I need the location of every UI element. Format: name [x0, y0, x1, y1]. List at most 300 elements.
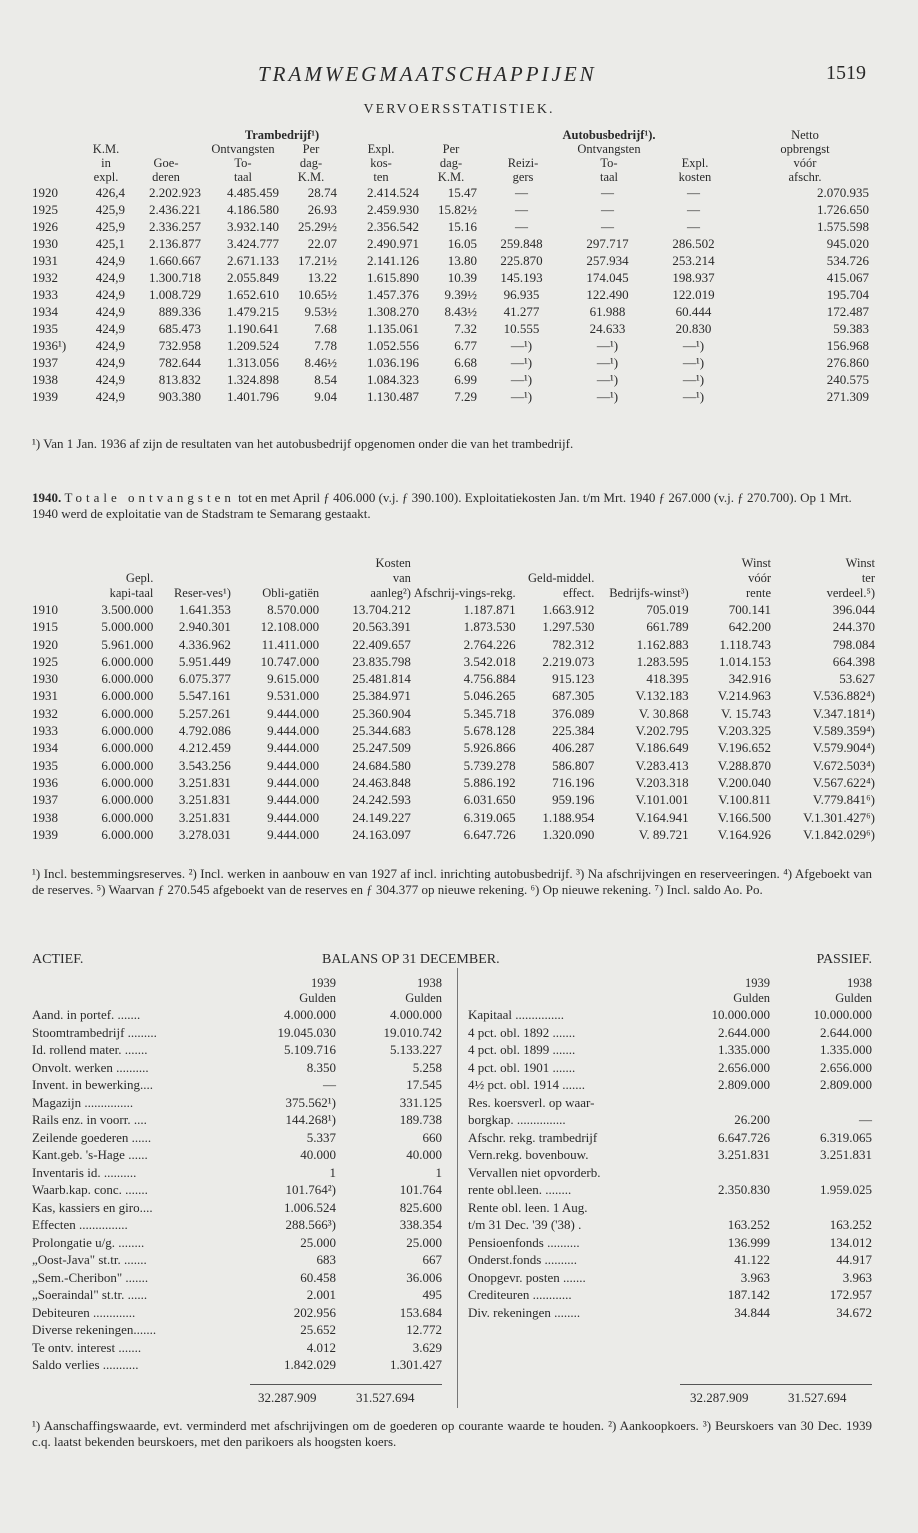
col-header: Expl. kos- ten [367, 142, 395, 184]
group-header-bus: Autobusbedrijf¹). [562, 128, 656, 142]
table-cell: 9.444.000 [267, 740, 320, 756]
table-cell: 9.615.000 [267, 671, 320, 687]
table-cell: 3.278.031 [178, 826, 231, 842]
table-cell: 13.704.212 [352, 602, 411, 617]
table-cell: 1.130.487 [367, 389, 419, 404]
table-cell: 8.570.000 [267, 602, 320, 617]
table-cell: 6.647.726 [463, 826, 516, 842]
table-cell: 1.663.912 [542, 602, 595, 617]
table-cell: 253.214 [672, 253, 715, 268]
item-label: Inventaris id. .......... [32, 1164, 137, 1180]
item-value: 36.006 [406, 1269, 442, 1285]
table-cell: V.196.652 [717, 740, 771, 756]
table-cell: 5.046.265 [463, 688, 516, 704]
table-cell: 53.627 [839, 671, 875, 687]
table-cell: 2.202.923 [149, 185, 201, 200]
item-value: 825.600 [399, 1199, 442, 1215]
balance-row [32, 1146, 442, 1164]
table-cell: 1.641.353 [178, 602, 231, 617]
table-cell: 6.000.000 [101, 774, 154, 790]
item-value: 1 [435, 1164, 442, 1180]
table-cell: 6.031.650 [463, 792, 516, 808]
table-cell: V.214.963 [717, 688, 771, 704]
table-cell: 2.356.542 [367, 219, 419, 234]
table-cell: 9.444.000 [267, 774, 320, 790]
row-year: 1933 [32, 723, 58, 739]
table-cell: 342.916 [728, 671, 771, 687]
item-value [770, 1199, 872, 1217]
item-value: 5.337 [306, 1129, 336, 1145]
col-header: Bedrijfs-winst³) [609, 586, 689, 600]
table-cell: 415.067 [826, 270, 869, 285]
table-cell: 1.300.718 [149, 270, 201, 285]
table-cell: 418.395 [646, 671, 689, 687]
table-cell: 96.935 [503, 287, 540, 302]
balance-row [32, 1076, 442, 1094]
col-header: Gepl. kapi-taal [109, 571, 154, 600]
table-cell: V.1.301.427⁶) [803, 809, 875, 825]
table-cell: 1.190.641 [227, 321, 279, 336]
table-cell: 23.835.798 [352, 653, 411, 669]
liabilities-total-a: 32.287.909 [690, 1390, 749, 1405]
table-cell: V.203.325 [717, 723, 771, 739]
balance-row [32, 1111, 442, 1129]
traffic-table [32, 128, 872, 405]
item-value: 101.764²) [285, 1182, 336, 1197]
table-cell: 6.000.000 [101, 757, 154, 773]
item-label: Kas, kassiers en giro.... [32, 1199, 153, 1215]
item-value: 25.000 [406, 1234, 442, 1250]
table-cell: V.567.622⁴) [812, 774, 875, 790]
table-cell: — [601, 185, 614, 200]
table-cell: 13.80 [447, 253, 477, 268]
table-cell: V.202.795 [635, 723, 689, 739]
item-value: — [323, 1077, 336, 1092]
table-cell: 424,9 [95, 389, 125, 404]
balance-row [468, 1006, 872, 1024]
balance-row [32, 1094, 442, 1112]
traffic-footnote: ¹) Van 1 Jan. 1936 af zijn de resultaten van het autobusbedrijf opgenomen onder die van het trambedrijf. [32, 436, 574, 451]
row-year: 1932 [32, 270, 58, 285]
table-cell: 12.108.000 [260, 619, 320, 635]
table-cell: 4.212.459 [178, 740, 231, 756]
col-header: K.M. in expl. [92, 142, 120, 184]
table-cell: 3.500.000 [101, 602, 154, 617]
table-cell: — [601, 219, 614, 234]
table-cell: 10.39 [447, 270, 477, 285]
table-cell: 145.193 [500, 270, 543, 285]
table-cell: 1.052.556 [367, 338, 419, 353]
assets-total-rule [250, 1384, 442, 1385]
table-cell: 6.68 [454, 355, 477, 370]
table-cell: 6.000.000 [101, 688, 154, 704]
item-label: Rails enz. in voorr. .... [32, 1112, 147, 1127]
table-row [32, 722, 878, 739]
item-label: „Oost-Java" st.tr. ....... [32, 1252, 147, 1267]
item-value: 19.045.030 [277, 1024, 336, 1040]
table-cell: 1.188.954 [542, 809, 595, 825]
table-cell: 174.045 [586, 270, 629, 285]
table-cell: V.672.503⁴) [812, 757, 875, 773]
year-1940-note [32, 490, 872, 522]
table-cell: 20.830 [675, 321, 712, 336]
row-year: 1934 [32, 740, 58, 756]
table-cell: V.164.941 [635, 809, 689, 825]
table-cell: V.166.500 [717, 809, 771, 825]
table-row [32, 687, 878, 704]
table-row [32, 320, 872, 337]
table-cell: 2.136.877 [149, 236, 201, 251]
table-cell: 9.444.000 [267, 757, 320, 773]
table-row [32, 252, 872, 269]
table-cell: —¹) [682, 372, 705, 387]
table-cell: 10.555 [503, 321, 540, 336]
table-cell: 6.000.000 [101, 792, 154, 808]
table-cell: V.100.811 [718, 792, 771, 808]
column-divider [457, 968, 458, 1408]
row-year: 1931 [32, 253, 58, 268]
assets-table [32, 976, 442, 1374]
year-b: 1938 [847, 976, 872, 990]
table-cell: 61.988 [589, 304, 626, 319]
item-label: Invent. in bewerking.... [32, 1077, 153, 1092]
table-cell: 7.29 [454, 389, 477, 404]
col-header: Per dag- K.M. [437, 142, 465, 184]
item-label: „Soeraindal" st.tr. ...... [32, 1287, 148, 1302]
table-row [32, 303, 872, 320]
table-cell: 6.319.065 [463, 809, 516, 825]
table-cell: 15.82½ [438, 202, 477, 217]
table-cell: 5.547.161 [178, 688, 231, 704]
table-cell: 1.135.061 [367, 321, 419, 336]
item-label: 4 pct. obl. 1901 ....... [468, 1059, 576, 1075]
item-value: 331.125 [399, 1094, 442, 1110]
row-year: 1925 [32, 653, 58, 669]
table-cell: 6.000.000 [101, 723, 154, 739]
item-label: Debiteuren ............. [32, 1304, 136, 1320]
table-cell: 1.162.883 [636, 636, 689, 652]
balance-footnote: ¹) Aanschaffingswaarde, evt. verminderd met afschrijvingen om de goederen op courante waarde te houden. ²) Aankoopkoers. ³) Beurskoers van 30 Dec. 1939 c.q. laatst bekenden beurskoers, met den parikoers als hoogsten koers. [32, 1418, 872, 1449]
table-row [32, 636, 878, 653]
item-label: Vervallen niet opvorderb. [468, 1164, 601, 1180]
table-cell: 41.277 [503, 304, 540, 319]
balance-row [468, 1234, 872, 1252]
table-row [32, 618, 878, 635]
table-cell: 25.344.683 [352, 723, 411, 739]
unit: Gulden [733, 991, 770, 1005]
table-cell: —¹) [682, 355, 705, 370]
balance-row [32, 1164, 442, 1182]
col-header: Kosten van aanleg²) [370, 556, 411, 600]
table-cell: 426,4 [95, 185, 125, 200]
table-cell: 24.149.227 [352, 809, 411, 825]
item-label: Prolongatie u/g. ........ [32, 1234, 145, 1250]
table-cell: 5.257.261 [178, 705, 231, 721]
table-cell: 782.312 [552, 636, 595, 652]
item-value: 1.842.029 [284, 1357, 336, 1372]
item-label: Crediteuren ............ [468, 1287, 572, 1302]
item-value: 187.142 [727, 1287, 770, 1302]
item-value: 375.562¹) [285, 1094, 336, 1110]
balance-row [468, 1181, 872, 1199]
table-cell: 406.287 [552, 740, 595, 756]
table-cell: 1.457.376 [367, 287, 419, 302]
row-year: 1936¹) [32, 338, 67, 353]
table-cell: 2.055.849 [227, 270, 279, 285]
table-cell: 24.242.593 [352, 792, 411, 808]
table-cell: 705.019 [646, 602, 689, 617]
balance-row [32, 1304, 442, 1322]
table-cell: 9.444.000 [267, 809, 320, 825]
table-cell: 2.436.221 [149, 202, 201, 217]
item-value: 60.458 [300, 1269, 336, 1285]
table-cell: 20.563.391 [352, 619, 411, 635]
table-cell: — [687, 219, 700, 234]
table-cell: 9.444.000 [267, 792, 320, 808]
assets-total-b: 31.527.694 [356, 1390, 415, 1405]
table-row [32, 235, 872, 252]
table-row [32, 269, 872, 286]
table-cell: — [515, 185, 528, 200]
balance-row [32, 1006, 442, 1024]
balance-row [32, 1356, 442, 1374]
table-row [32, 757, 878, 774]
table-cell: 425,9 [95, 219, 125, 234]
table-cell: V.579.904⁴) [812, 740, 875, 756]
table-cell: 2.940.301 [178, 619, 231, 635]
table-cell: 9.39½ [444, 287, 477, 302]
table-row [32, 601, 878, 618]
table-cell: V.164.926 [717, 826, 771, 842]
table-cell: 15.47 [447, 185, 477, 200]
liabilities-title: PASSIEF. [816, 952, 872, 967]
item-value: 10.000.000 [711, 1007, 770, 1022]
table-cell: 60.444 [675, 304, 712, 319]
item-value: 1.006.524 [284, 1199, 336, 1215]
col-header: Expl. kosten [678, 156, 712, 184]
table-cell: —¹) [510, 355, 533, 370]
table-row [32, 371, 872, 388]
table-cell: 4.792.086 [178, 723, 231, 739]
table-row [32, 739, 878, 756]
table-row [32, 774, 878, 791]
table-cell: —¹) [682, 389, 705, 404]
item-value: 34.844 [734, 1304, 770, 1320]
table-cell: V.589.359⁴) [812, 723, 875, 739]
item-value: 17.545 [406, 1077, 442, 1092]
table-cell: 11.411.000 [261, 636, 320, 652]
col-header: opbrengst vóór afschr. [780, 142, 830, 184]
item-label: Kapitaal ............... [468, 1007, 565, 1022]
item-value: 2.350.830 [718, 1182, 770, 1197]
table-row [32, 337, 872, 354]
table-cell: 5.951.449 [178, 653, 231, 669]
table-cell: 271.309 [826, 389, 869, 404]
balance-row [32, 1286, 442, 1304]
table-cell: V.283.413 [635, 757, 689, 773]
row-year: 1915 [32, 619, 58, 635]
table-cell: 225.384 [552, 723, 595, 739]
table-row [32, 218, 872, 235]
table-cell: 286.502 [672, 236, 715, 251]
col-header: Goe- deren [152, 156, 180, 184]
table-cell: 4.756.884 [463, 671, 516, 687]
table-row [32, 184, 872, 201]
item-label: Div. rekeningen ........ [468, 1304, 581, 1320]
item-value: 1.959.025 [820, 1182, 872, 1197]
item-label: 4½ pct. obl. 1914 ....... [468, 1077, 585, 1092]
table-cell: 1.118.743 [719, 636, 771, 652]
table-cell: V.186.649 [635, 740, 689, 756]
table-cell: 1.187.871 [463, 602, 516, 617]
table-cell: 5.345.718 [463, 705, 516, 721]
balance-row [468, 1024, 872, 1042]
table-cell: 732.958 [158, 338, 201, 353]
capital-table [32, 556, 878, 843]
balance-row [32, 1024, 442, 1042]
balance-row [32, 1321, 442, 1339]
item-value: 2.656.000 [718, 1059, 770, 1075]
section-title: VERVOERSSTATISTIEK. [363, 102, 555, 117]
table-cell: 1.575.598 [817, 219, 869, 234]
row-year: 1930 [32, 671, 58, 687]
table-cell: 6.000.000 [101, 653, 154, 669]
item-value: 2.809.000 [820, 1077, 872, 1092]
table-cell: 2.459.930 [367, 202, 419, 217]
item-value: 1.335.000 [718, 1042, 770, 1057]
table-cell: 240.575 [826, 372, 869, 387]
item-value: 5.109.716 [284, 1042, 336, 1057]
table-cell: 1.283.595 [636, 653, 689, 669]
table-cell: 28.74 [307, 185, 337, 200]
table-cell: 24.163.097 [352, 826, 411, 842]
table-cell: 1.014.153 [719, 653, 771, 669]
table-cell: 17.21½ [298, 253, 337, 268]
table-cell: 26.93 [307, 202, 337, 217]
item-value [668, 1199, 770, 1217]
item-label: Magazijn ............... [32, 1094, 134, 1110]
year-b: 1938 [417, 976, 442, 990]
table-cell: 6.000.000 [101, 740, 154, 756]
table-cell: 13.22 [307, 270, 337, 285]
table-cell: 4.336.962 [178, 636, 231, 652]
item-label: Saldo verlies ........... [32, 1357, 139, 1372]
year-a: 1939 [311, 976, 336, 990]
table-cell: 1.324.898 [227, 372, 279, 387]
item-label: Te ontv. interest ....... [32, 1339, 142, 1355]
item-value: 44.917 [836, 1252, 872, 1267]
running-header [0, 62, 918, 88]
row-year: 1935 [32, 757, 58, 773]
table-row [32, 388, 872, 405]
table-cell: V.288.870 [717, 757, 771, 773]
col-header: Afschrij-vings-rekg. [413, 586, 516, 600]
balance-header [32, 952, 872, 968]
table-cell: 15.16 [447, 219, 477, 234]
table-cell: 156.968 [826, 338, 869, 353]
table-cell: 6.000.000 [101, 809, 154, 825]
row-year: 1930 [32, 236, 58, 251]
item-label: Rente obl. leen. 1 Aug. [468, 1199, 588, 1215]
table-cell: 1.652.610 [227, 287, 279, 302]
liabilities-total-b: 31.527.694 [788, 1390, 847, 1405]
table-cell: 1.084.323 [367, 372, 419, 387]
item-value: 8.350 [306, 1059, 336, 1075]
balance-row [32, 1216, 442, 1234]
item-value: 19.010.742 [383, 1024, 442, 1040]
table-cell: 9.444.000 [267, 723, 320, 739]
group-header-tram: Trambedrijf¹) [244, 128, 320, 142]
balance-row [468, 1094, 872, 1112]
item-label: Zeilende goederen ...... [32, 1129, 152, 1145]
balance-row [468, 1111, 872, 1129]
item-value: 3.251.831 [820, 1147, 872, 1162]
table-cell: 813.832 [158, 372, 201, 387]
item-value: 12.772 [406, 1322, 442, 1337]
table-cell: 59.383 [833, 321, 869, 336]
table-cell: 9.04 [314, 389, 337, 404]
item-label: t/m 31 Dec. '39 ('38) . [468, 1217, 582, 1232]
table-cell: 424,9 [95, 355, 125, 370]
table-cell: 959.196 [552, 792, 595, 808]
balance-row [32, 1199, 442, 1217]
table-cell: 9.53½ [304, 304, 337, 319]
row-year: 1931 [32, 688, 58, 704]
table-cell: V.101.001 [635, 792, 689, 808]
item-label: borgkap. ............... [468, 1112, 566, 1127]
year-1940-label: 1940. [32, 490, 62, 505]
table-cell: 25.384.971 [352, 688, 411, 704]
balance-row [32, 1339, 442, 1357]
table-cell: 424,9 [95, 304, 125, 319]
table-cell: —¹) [510, 389, 533, 404]
table-cell: — [687, 185, 700, 200]
item-label: 4 pct. obl. 1899 ....... [468, 1042, 576, 1057]
table-cell: 5.000.000 [101, 619, 154, 635]
table-cell: 424,9 [95, 253, 125, 268]
balance-row [468, 1251, 872, 1269]
row-year: 1936 [32, 774, 58, 790]
item-value: 4.000.000 [284, 1007, 336, 1022]
table-cell: 6.000.000 [101, 705, 154, 721]
balance-row [468, 1304, 872, 1322]
item-label: „Sem.-Cheribon" ....... [32, 1269, 149, 1285]
table-cell: 25.481.814 [352, 671, 411, 687]
item-label: Res. koersverl. op waar- [468, 1094, 595, 1110]
row-year: 1938 [32, 809, 58, 825]
balance-row [32, 1041, 442, 1059]
balance-title: BALANS OP 31 DECEMBER. [322, 952, 500, 967]
table-cell: 297.717 [586, 236, 629, 251]
col-header: Winst ter verdeel.⁵) [826, 556, 875, 600]
table-cell: 24.684.580 [352, 757, 411, 773]
item-value: 288.566³) [285, 1217, 336, 1232]
table-cell: 9.444.000 [267, 705, 320, 721]
item-label: Aand. in portef. ....... [32, 1007, 141, 1022]
table-row [32, 809, 878, 826]
table-cell: 2.070.935 [817, 185, 869, 200]
table-cell: — [515, 202, 528, 217]
unit: Gulden [835, 991, 872, 1005]
table-cell: 782.644 [158, 355, 201, 370]
table-cell: V. 30.868 [638, 705, 689, 721]
item-value: 10.000.000 [813, 1007, 872, 1022]
col-header: Per dag- K.M. [297, 142, 325, 184]
table-cell: 10.65½ [298, 287, 337, 302]
table-cell: 1.297.530 [542, 619, 595, 635]
table-cell: 25.247.509 [352, 740, 411, 756]
table-cell: 225.870 [500, 253, 543, 268]
